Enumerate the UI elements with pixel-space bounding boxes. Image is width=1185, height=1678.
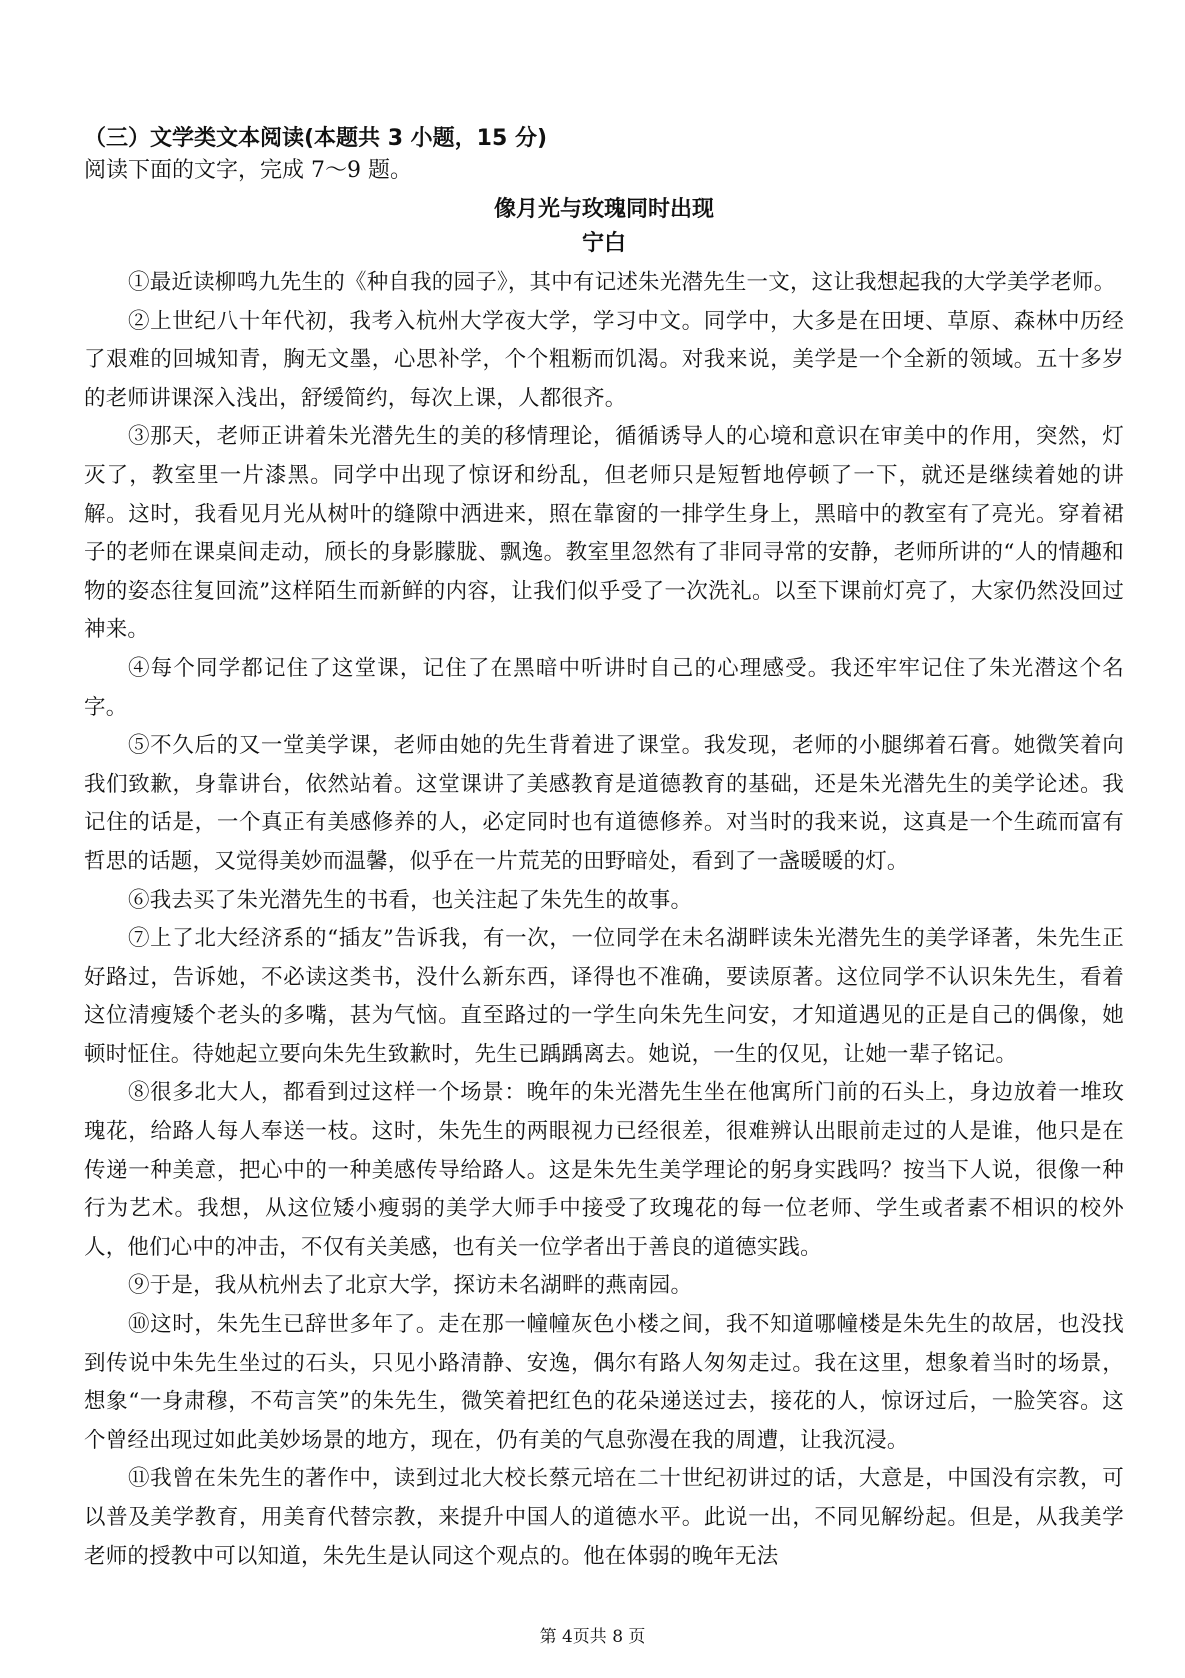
- paragraph-6: ⑥我去买了朱光潜先生的书看，也关注起了朱先生的故事。: [128, 887, 693, 913]
- paragraph-2: ②上世纪八十年代初，我考入杭州大学夜大学，学习中文。同学中，大多是在田埂、草原、森林中历经了艰难的回城知青，胸无文墨，心思补学，个个粗粝而饥渴。对我来说，美学是一个全新的领域。五十多岁的老师讲课深入浅出，舒缓简约，每次上课，人都很齐。: [84, 308, 1124, 411]
- paragraph-7: ⑦上了北大经济系的“插友”告诉我，有一次，一位同学在未名湖畔读朱光潜先生的美学译著，朱先生正好路过，告诉她，不必读这类书，没什么新东西，译得也不准确，要读原著。这位同学不认识朱先生，看着这位清瘦矮个老头的多嘴，甚为气恼。直至路过的一学生向朱先生问安，才知道遇见的正是自己的偶像，她顿时怔住。待她起立要向朱先生致歉时，先生已踽踽离去。她说，一生的仅见，让她一辈子铭记。: [84, 926, 1124, 1067]
- article-title: 像月光与玫瑰同时出现: [493, 197, 714, 222]
- article-body: [84, 264, 1124, 1576]
- paragraph-5: ⑤不久后的又一堂美学课，老师由她的先生背着进了课堂。我发现，老师的小腿绑着石膏。她微笑着向我们致歉，身靠讲台，依然站着。这堂课讲了美感教育是道德教育的基础，还是朱光潜先生的美学论述。我记住的话是，一个真正有美感修养的人，必定同时也有道德修养。对当时的我来说，这真是一个生疏而富有哲思的话题，又觉得美妙而温馨，似乎在一片荒芜的田野暗处，看到了一盏暖暖的灯。: [84, 733, 1124, 874]
- paragraph-4: ④每个同学都记住了这堂课，记住了在黑暗中听讲时自己的心理感受。我还牢牢记住了朱光潜这个名字。: [84, 655, 1124, 720]
- paragraph-1: ①最近读柳鸣九先生的《种自我的园子》，其中有记述朱光潜先生一文，这让我想起我的大学美学老师。: [128, 270, 1116, 295]
- page-footer: 第 4页共 8 页: [539, 1627, 646, 1647]
- section-heading: （三）文学类文本阅读(本题共 3 小题，15 分): [84, 126, 548, 151]
- document-page: [84, 124, 1124, 1576]
- paragraph-11: ⑪我曾在朱先生的著作中，读到过北大校长蔡元培在二十世纪初讲过的话，大意是，中国没有宗教，可以普及美学教育，用美育代替宗教，来提升中国人的道德水平。此说一出，不同见解纷起。但是，从我美学老师的授教中可以知道，朱先生是认同这个观点的。他在体弱的晚年无法: [84, 1466, 1124, 1569]
- paragraph-10: ⑩这时，朱先生已辞世多年了。走在那一幢幢灰色小楼之间，我不知道哪幢楼是朱先生的故居，也没找到传说中朱先生坐过的石头，只见小路清静、安逸，偶尔有路人匆匆走过。我在这里，想象着当时的场景，想象“一身肃穆，不苟言笑”的朱先生，微笑着把红色的花朵递送过去，接花的人，惊讶过后，一脸笑容。这个曾经出现过如此美妙场景的地方，现在，仍有美的气息弥漫在我的周遭，让我沉浸。: [84, 1312, 1124, 1453]
- paragraph-8: ⑧很多北大人，都看到过这样一个场景：晚年的朱光潜先生坐在他寓所门前的石头上，身边放着一堆玫瑰花，给路人每人奉送一枝。这时，朱先生的两眼视力已经很差，很难辨认出眼前走过的人是谁，他只是在传递一种美意，把心中的一种美感传导给路人。这是朱先生美学理论的躬身实践吗？按当下人说，很像一种行为艺术。我想，从这位矮小瘦弱的美学大师手中接受了玫瑰花的每一位老师、学生或者素不相识的校外人，他们心中的冲击，不仅有关美感，也有关一位学者出于善良的道德实践。: [84, 1080, 1124, 1260]
- article-author: 宁白: [581, 231, 626, 256]
- paragraph-9: ⑨于是，我从杭州去了北京大学，探访未名湖畔的燕南园。: [128, 1273, 693, 1299]
- paragraph-3: ③那天，老师正讲着朱光潜先生的美的移情理论，循循诱导人的心境和意识在审美中的作用，突然，灯灭了，教室里一片漆黑。同学中出现了惊讶和纷乱，但老师只是短暂地停顿了一下，就还是继续着她的讲解。这时，我看见月光从树叶的缝隙中洒进来，照在靠窗的一排学生身上，黑暗中的教室有了亮光。穿着裙子的老师在课桌间走动，颀长的身影朦胧、飘逸。教室里忽然有了非同寻常的安静，老师所讲的“人的情趣和物的姿态往复回流”这样陌生而新鲜的内容，让我们似乎受了一次洗礼。以至下课前灯亮了，大家仍然没回过神来。: [84, 424, 1124, 643]
- reading-instruction: 阅读下面的文字，完成 7～9 题。: [84, 158, 412, 183]
